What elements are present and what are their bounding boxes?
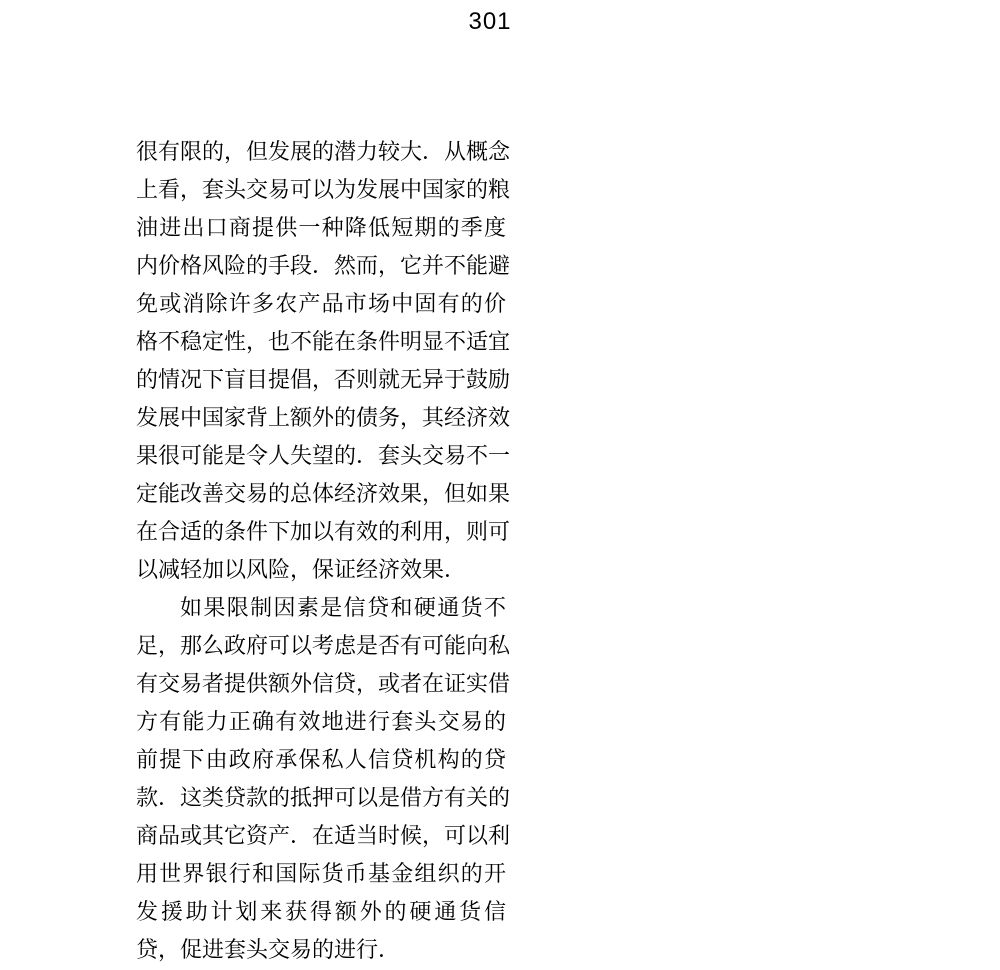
text-line: 免或消除许多农产品市场中固有的价 xyxy=(136,292,506,317)
body-text xyxy=(136,134,511,970)
text-line: 上看，套头交易可以为发展中国家的粮 xyxy=(136,178,511,203)
text-line: 如果限制因素是信贷和硬通货不 xyxy=(180,596,506,621)
text-line: 款．这类贷款的抵押可以是借方有关的 xyxy=(136,786,511,811)
text-line: 果很可能是令人失望的．套头交易不一 xyxy=(136,444,511,469)
text-line: 前提下由政府承保私人信贷机构的贷 xyxy=(136,748,506,773)
text-line: 在合适的条件下加以有效的利用，则可 xyxy=(136,520,511,545)
text-line: 的情况下盲目提倡，否则就无异于鼓励 xyxy=(136,368,511,393)
text-line: 很有限的，但发展的潜力较大．从概念 xyxy=(136,140,511,165)
text-line: 商品或其它资产．在适当时候，可以利 xyxy=(136,824,511,849)
text-line: 油进出口商提供一种降低短期的季度 xyxy=(136,216,506,241)
text-line: 格不稳定性，也不能在条件明显不适宜 xyxy=(136,330,511,355)
text-line: 用世界银行和国际货币基金组织的开 xyxy=(136,862,506,887)
text-line: 方有能力正确有效地进行套头交易的 xyxy=(136,710,506,735)
text-line: 贷，促进套头交易的进行． xyxy=(136,938,401,963)
text-line: 发援助计划来获得额外的硬通货信 xyxy=(136,900,506,925)
text-line: 内价格风险的手段．然而，它并不能避 xyxy=(136,254,511,279)
paragraph xyxy=(136,134,511,590)
text-line: 定能改善交易的总体经济效果，但如果 xyxy=(136,482,511,507)
text-line: 有交易者提供额外信贷，或者在证实借 xyxy=(136,672,511,697)
text-line: 发展中国家背上额外的债务，其经济效 xyxy=(136,406,511,431)
text-line: 以减轻加以风险，保证经济效果． xyxy=(136,558,467,583)
page-number: 301 xyxy=(468,8,512,35)
text-line: 足，那么政府可以考虑是否有可能向私 xyxy=(136,634,511,659)
paragraph xyxy=(136,590,511,970)
